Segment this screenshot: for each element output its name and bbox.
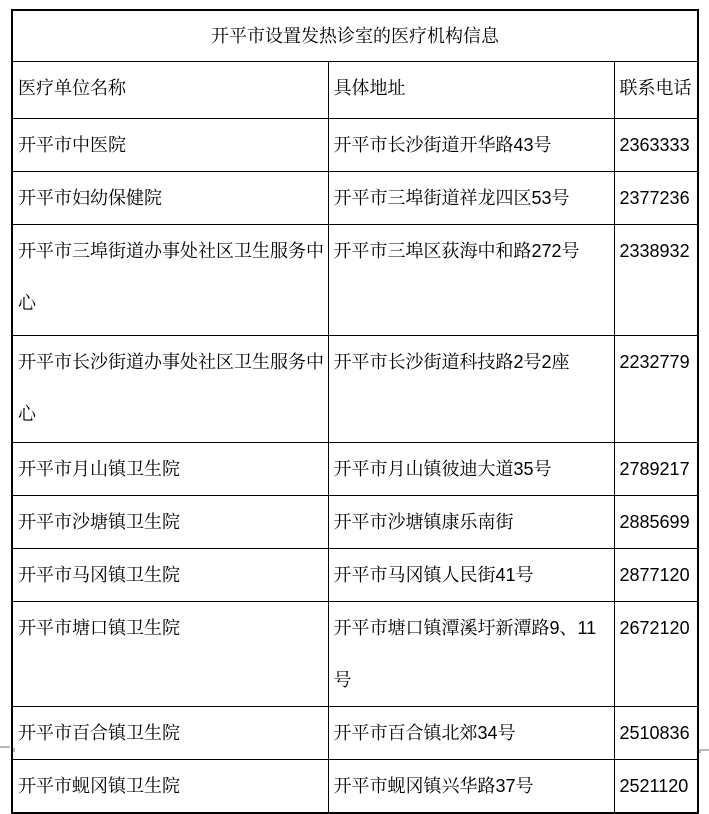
org-name-cell: 开平市百合镇卫生院: [12, 707, 328, 760]
table-row: [12, 443, 698, 496]
table-row: [12, 172, 698, 225]
table-title-row: [12, 10, 698, 62]
adjacent-gridline-bottom-left-tick: [13, 748, 15, 752]
address-cell: 开平市沙塘镇康乐南街: [328, 496, 614, 549]
org-name-cell: 开平市马冈镇卫生院: [12, 549, 328, 602]
table-row: [12, 549, 698, 602]
org-name-cell: 开平市沙塘镇卫生院: [12, 496, 328, 549]
org-name-cell: 开平市塘口镇卫生院: [12, 602, 328, 707]
address-cell: 开平市蚬冈镇兴华路37号: [328, 760, 614, 814]
table-row: [12, 707, 698, 760]
table-row: [12, 496, 698, 549]
phone-cell: 2521120: [614, 760, 698, 814]
phone-cell: 2377236: [614, 172, 698, 225]
address-cell: 开平市长沙街道科技路2号2座: [328, 336, 614, 443]
address-cell: 开平市三埠区荻海中和路272号: [328, 225, 614, 336]
table-title: 开平市设置发热诊室的医疗机构信息: [12, 10, 698, 62]
phone-cell: 2789217: [614, 443, 698, 496]
org-name-cell: 开平市蚬冈镇卫生院: [12, 760, 328, 814]
org-name-cell: 开平市三埠街道办事处社区卫生服务中心: [12, 225, 328, 336]
org-name-cell: 开平市中医院: [12, 119, 328, 172]
phone-cell: 2510836: [614, 707, 698, 760]
phone-cell: 2363333: [614, 119, 698, 172]
fever-clinic-table: [11, 9, 699, 814]
phone-cell: 2232779: [614, 336, 698, 443]
table-row: [12, 602, 698, 707]
header-phone: 联系电话: [614, 62, 698, 119]
phone-cell: 2338932: [614, 225, 698, 336]
table-row: [12, 760, 698, 814]
table-row: [12, 119, 698, 172]
phone-cell: 2885699: [614, 496, 698, 549]
address-cell: 开平市三埠街道祥龙四区53号: [328, 172, 614, 225]
address-cell: 开平市马冈镇人民街41号: [328, 549, 614, 602]
org-name-cell: 开平市妇幼保健院: [12, 172, 328, 225]
phone-cell: 2877120: [614, 549, 698, 602]
address-cell: 开平市塘口镇潭溪圩新潭路9、11号: [328, 602, 614, 707]
address-cell: 开平市月山镇彼迪大道35号: [328, 443, 614, 496]
org-name-cell: 开平市长沙街道办事处社区卫生服务中心: [12, 336, 328, 443]
table-row: [12, 225, 698, 336]
address-cell: 开平市百合镇北郊34号: [328, 707, 614, 760]
table-row: [12, 336, 698, 443]
address-cell: 开平市长沙街道开华路43号: [328, 119, 614, 172]
org-name-cell: 开平市月山镇卫生院: [12, 443, 328, 496]
adjacent-gridline-bottom-right-tick: [699, 749, 701, 753]
header-address: 具体地址: [328, 62, 614, 119]
header-org-name: 医疗单位名称: [12, 62, 328, 119]
table-header-row: [12, 62, 698, 119]
adjacent-gridline-bottom-left: [0, 746, 10, 748]
phone-cell: 2672120: [614, 602, 698, 707]
